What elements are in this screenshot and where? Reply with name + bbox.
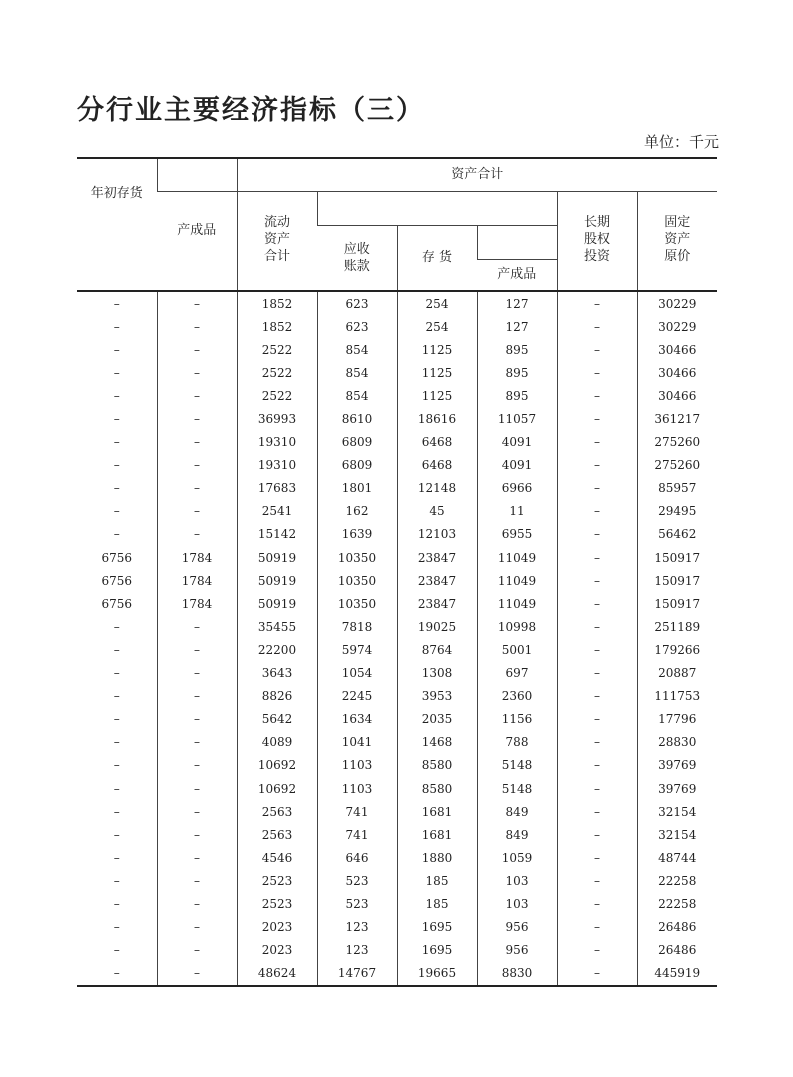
cell-long-term-equity: – (557, 685, 637, 708)
cell-fixed-assets: 30466 (637, 361, 717, 384)
table-row (77, 731, 717, 754)
cell-long-term-equity: – (557, 708, 637, 731)
cell-long-term-equity: – (557, 431, 637, 454)
cell-inv-finished-goods: 10998 (477, 615, 557, 638)
header-current-sub (317, 191, 557, 225)
cell-fixed-assets: 275260 (637, 431, 717, 454)
header-total-assets: 资产合计 (237, 158, 717, 191)
cell-long-term-equity: – (557, 338, 637, 361)
cell-fixed-assets: 251189 (637, 615, 717, 638)
cell-finished-goods: – (157, 869, 237, 892)
cell-current-assets: 2563 (237, 800, 317, 823)
cell-inv-finished-goods: 11049 (477, 592, 557, 615)
header-receivables: 应收 账款 (317, 225, 397, 291)
cell-inventory: 8764 (397, 638, 477, 661)
cell-opening-inventory: – (113, 527, 120, 542)
cell-finished-goods: – (157, 731, 237, 754)
cell-receivables: 646 (317, 846, 397, 869)
cell-receivables: 6809 (317, 431, 397, 454)
table-row (77, 962, 717, 986)
header-finished-goods: 产成品 (157, 191, 237, 291)
cell-inv-finished-goods: 6955 (477, 523, 557, 546)
table-row (77, 523, 717, 546)
cell-current-assets: 50919 (237, 546, 317, 569)
cell-opening-inventory: – (113, 873, 120, 888)
cell-fixed-assets: 30229 (637, 315, 717, 338)
table-header (77, 158, 717, 291)
indicator-table (77, 157, 717, 987)
table-row (77, 384, 717, 407)
cell-inv-finished-goods: 5148 (477, 777, 557, 800)
cell-inventory: 12103 (397, 523, 477, 546)
cell-receivables: 854 (317, 338, 397, 361)
cell-current-assets: 2522 (237, 384, 317, 407)
cell-opening-inventory: – (113, 388, 120, 403)
cell-current-assets: 19310 (237, 431, 317, 454)
cell-opening-inventory: – (113, 850, 120, 865)
cell-long-term-equity: – (557, 869, 637, 892)
cell-long-term-equity: – (557, 662, 637, 685)
cell-inv-finished-goods: 11049 (477, 569, 557, 592)
table-row (77, 846, 717, 869)
cell-finished-goods: – (157, 662, 237, 685)
cell-receivables: 523 (317, 892, 397, 915)
cell-receivables: 1801 (317, 477, 397, 500)
cell-inv-finished-goods: 895 (477, 361, 557, 384)
cell-long-term-equity: – (557, 407, 637, 430)
cell-finished-goods: – (157, 708, 237, 731)
cell-long-term-equity: – (557, 800, 637, 823)
cell-opening-inventory: – (113, 758, 120, 773)
cell-inv-finished-goods: 895 (477, 338, 557, 361)
cell-opening-inventory: – (113, 735, 120, 750)
cell-current-assets: 2522 (237, 361, 317, 384)
cell-current-assets: 17683 (237, 477, 317, 500)
cell-fixed-assets: 150917 (637, 546, 717, 569)
cell-fixed-assets: 56462 (637, 523, 717, 546)
cell-current-assets: 2541 (237, 500, 317, 523)
cell-receivables: 7818 (317, 615, 397, 638)
cell-finished-goods: – (157, 638, 237, 661)
cell-inventory: 45 (397, 500, 477, 523)
cell-inv-finished-goods: 849 (477, 823, 557, 846)
cell-finished-goods: – (157, 454, 237, 477)
cell-opening-inventory: – (113, 458, 120, 473)
cell-inv-finished-goods: 1059 (477, 846, 557, 869)
cell-fixed-assets: 445919 (637, 962, 717, 986)
header-long-term-equity: 长期 股权 投资 (557, 191, 637, 291)
cell-current-assets: 48624 (237, 962, 317, 986)
header-current-assets: 流动 资产 合计 (237, 191, 317, 291)
cell-fixed-assets: 150917 (637, 592, 717, 615)
cell-inventory: 1681 (397, 823, 477, 846)
cell-receivables: 2245 (317, 685, 397, 708)
table-row (77, 638, 717, 661)
cell-opening-inventory: – (113, 896, 120, 911)
cell-current-assets: 2563 (237, 823, 317, 846)
cell-fixed-assets: 85957 (637, 477, 717, 500)
cell-inv-finished-goods: 2360 (477, 685, 557, 708)
cell-receivables: 741 (317, 823, 397, 846)
cell-fixed-assets: 111753 (637, 685, 717, 708)
cell-inv-finished-goods: 4091 (477, 431, 557, 454)
cell-receivables: 1041 (317, 731, 397, 754)
cell-inv-finished-goods: 127 (477, 315, 557, 338)
cell-inventory: 18616 (397, 407, 477, 430)
cell-inv-finished-goods: 11057 (477, 407, 557, 430)
table-row (77, 615, 717, 638)
cell-fixed-assets: 17796 (637, 708, 717, 731)
cell-receivables: 10350 (317, 592, 397, 615)
table-row (77, 939, 717, 962)
cell-receivables: 1103 (317, 777, 397, 800)
cell-inv-finished-goods: 8830 (477, 962, 557, 986)
cell-inv-finished-goods: 11 (477, 500, 557, 523)
cell-long-term-equity: – (557, 916, 637, 939)
cell-fixed-assets: 30229 (637, 291, 717, 315)
cell-inventory: 254 (397, 315, 477, 338)
cell-finished-goods: 1784 (157, 546, 237, 569)
cell-finished-goods: – (157, 523, 237, 546)
cell-fixed-assets: 26486 (637, 939, 717, 962)
cell-long-term-equity: – (557, 361, 637, 384)
table-row (77, 754, 717, 777)
cell-fixed-assets: 30466 (637, 384, 717, 407)
cell-long-term-equity: – (557, 291, 637, 315)
cell-opening-inventory: – (113, 666, 120, 681)
cell-fixed-assets: 29495 (637, 500, 717, 523)
cell-finished-goods: – (157, 338, 237, 361)
cell-inventory: 1308 (397, 662, 477, 685)
cell-inv-finished-goods: 5148 (477, 754, 557, 777)
cell-finished-goods: 1784 (157, 592, 237, 615)
cell-opening-inventory: – (113, 365, 120, 380)
header-inventory-blank (477, 225, 557, 259)
cell-inv-finished-goods: 956 (477, 916, 557, 939)
cell-inv-finished-goods: 4091 (477, 454, 557, 477)
cell-current-assets: 36993 (237, 407, 317, 430)
cell-current-assets: 50919 (237, 569, 317, 592)
cell-fixed-assets: 28830 (637, 731, 717, 754)
cell-opening-inventory: – (113, 435, 120, 450)
cell-inventory: 254 (397, 291, 477, 315)
cell-fixed-assets: 179266 (637, 638, 717, 661)
cell-current-assets: 10692 (237, 754, 317, 777)
cell-long-term-equity: – (557, 962, 637, 986)
cell-long-term-equity: – (557, 754, 637, 777)
cell-opening-inventory: – (113, 319, 120, 334)
cell-inventory: 19025 (397, 615, 477, 638)
table-row (77, 777, 717, 800)
cell-inv-finished-goods: 127 (477, 291, 557, 315)
cell-long-term-equity: – (557, 638, 637, 661)
cell-current-assets: 1852 (237, 291, 317, 315)
cell-receivables: 123 (317, 939, 397, 962)
cell-fixed-assets: 39769 (637, 777, 717, 800)
page-title: 分行业主要经济指标（三） (77, 95, 425, 126)
cell-long-term-equity: – (557, 315, 637, 338)
cell-finished-goods: – (157, 777, 237, 800)
cell-receivables: 123 (317, 916, 397, 939)
cell-long-term-equity: – (557, 939, 637, 962)
cell-finished-goods: – (157, 431, 237, 454)
cell-finished-goods: – (157, 615, 237, 638)
cell-inventory: 23847 (397, 569, 477, 592)
cell-receivables: 1054 (317, 662, 397, 685)
cell-long-term-equity: – (557, 846, 637, 869)
cell-finished-goods: – (157, 500, 237, 523)
cell-inv-finished-goods: 1156 (477, 708, 557, 731)
cell-receivables: 10350 (317, 546, 397, 569)
cell-opening-inventory: – (77, 962, 157, 986)
cell-inv-finished-goods: 5001 (477, 638, 557, 661)
cell-opening-inventory: – (113, 642, 120, 657)
cell-long-term-equity: – (557, 569, 637, 592)
cell-inv-finished-goods: 956 (477, 939, 557, 962)
table-row (77, 708, 717, 731)
cell-inventory: 1695 (397, 916, 477, 939)
cell-fixed-assets: 30466 (637, 338, 717, 361)
header-inventory: 存 货 (397, 225, 477, 291)
header-opening-inventory: 年初存货 (77, 158, 157, 291)
table-row (77, 407, 717, 430)
cell-finished-goods: – (157, 361, 237, 384)
cell-current-assets: 2523 (237, 869, 317, 892)
cell-receivables: 523 (317, 869, 397, 892)
cell-current-assets: 2023 (237, 939, 317, 962)
cell-long-term-equity: – (557, 546, 637, 569)
cell-inventory: 1125 (397, 361, 477, 384)
cell-long-term-equity: – (557, 892, 637, 915)
table-row (77, 477, 717, 500)
cell-receivables: 854 (317, 361, 397, 384)
table-row (77, 291, 717, 315)
cell-long-term-equity: – (557, 454, 637, 477)
cell-inventory: 1681 (397, 800, 477, 823)
cell-inv-finished-goods: 11049 (477, 546, 557, 569)
table-row (77, 338, 717, 361)
cell-receivables: 14767 (317, 962, 397, 986)
cell-receivables: 10350 (317, 569, 397, 592)
cell-current-assets: 2523 (237, 892, 317, 915)
cell-finished-goods: – (157, 315, 237, 338)
cell-inventory: 2035 (397, 708, 477, 731)
cell-receivables: 8610 (317, 407, 397, 430)
cell-finished-goods: – (157, 939, 237, 962)
table-row (77, 869, 717, 892)
cell-current-assets: 3643 (237, 662, 317, 685)
cell-inventory: 1880 (397, 846, 477, 869)
cell-finished-goods: – (157, 823, 237, 846)
cell-fixed-assets: 32154 (637, 823, 717, 846)
cell-finished-goods: – (157, 477, 237, 500)
cell-opening-inventory: – (113, 920, 120, 935)
cell-receivables: 623 (317, 315, 397, 338)
cell-current-assets: 19310 (237, 454, 317, 477)
cell-opening-inventory: 6756 (101, 596, 133, 611)
table-row (77, 800, 717, 823)
cell-fixed-assets: 32154 (637, 800, 717, 823)
cell-receivables: 741 (317, 800, 397, 823)
cell-long-term-equity: – (557, 477, 637, 500)
table-row (77, 569, 717, 592)
cell-opening-inventory: – (113, 827, 120, 842)
cell-receivables: 162 (317, 500, 397, 523)
cell-opening-inventory: – (113, 689, 120, 704)
cell-long-term-equity: – (557, 384, 637, 407)
cell-fixed-assets: 275260 (637, 454, 717, 477)
table-row (77, 431, 717, 454)
header-inv-finished-goods: 产成品 (477, 259, 557, 291)
cell-long-term-equity: – (557, 731, 637, 754)
cell-inv-finished-goods: 697 (477, 662, 557, 685)
header-blank (157, 158, 237, 191)
cell-inventory: 8580 (397, 777, 477, 800)
cell-inv-finished-goods: 6966 (477, 477, 557, 500)
cell-inventory: 3953 (397, 685, 477, 708)
cell-finished-goods: – (157, 892, 237, 915)
cell-inv-finished-goods: 788 (477, 731, 557, 754)
cell-inventory: 6468 (397, 431, 477, 454)
cell-current-assets: 1852 (237, 315, 317, 338)
cell-current-assets: 10692 (237, 777, 317, 800)
cell-receivables: 1634 (317, 708, 397, 731)
table-row (77, 685, 717, 708)
cell-inv-finished-goods: 103 (477, 892, 557, 915)
header-fixed-assets: 固定 资产 原价 (637, 191, 717, 291)
table-row (77, 592, 717, 615)
cell-finished-goods: – (157, 916, 237, 939)
cell-inventory: 1125 (397, 338, 477, 361)
cell-current-assets: 35455 (237, 615, 317, 638)
table-row (77, 823, 717, 846)
cell-receivables: 6809 (317, 454, 397, 477)
table-row (77, 361, 717, 384)
cell-finished-goods: – (157, 407, 237, 430)
unit-label: 单位：千元 (643, 133, 719, 151)
cell-inventory: 185 (397, 892, 477, 915)
table-row (77, 500, 717, 523)
cell-finished-goods: – (157, 754, 237, 777)
cell-opening-inventory: – (113, 781, 120, 796)
cell-fixed-assets: 20887 (637, 662, 717, 685)
cell-opening-inventory: – (113, 481, 120, 496)
cell-fixed-assets: 361217 (637, 407, 717, 430)
cell-opening-inventory: 6756 (101, 550, 133, 565)
cell-inventory: 6468 (397, 454, 477, 477)
cell-fixed-assets: 26486 (637, 916, 717, 939)
cell-finished-goods: – (157, 846, 237, 869)
cell-inv-finished-goods: 103 (477, 869, 557, 892)
cell-fixed-assets: 22258 (637, 892, 717, 915)
cell-inventory: 19665 (397, 962, 477, 986)
cell-current-assets: 22200 (237, 638, 317, 661)
cell-finished-goods: 1784 (157, 569, 237, 592)
cell-opening-inventory: – (113, 342, 120, 357)
cell-long-term-equity: – (557, 523, 637, 546)
cell-receivables: 623 (317, 291, 397, 315)
cell-inventory: 185 (397, 869, 477, 892)
cell-opening-inventory: – (113, 296, 120, 311)
cell-finished-goods: – (157, 800, 237, 823)
cell-current-assets: 2522 (237, 338, 317, 361)
table-row (77, 315, 717, 338)
cell-current-assets: 5642 (237, 708, 317, 731)
cell-receivables: 854 (317, 384, 397, 407)
cell-receivables: 5974 (317, 638, 397, 661)
table-row (77, 546, 717, 569)
cell-opening-inventory: – (113, 504, 120, 519)
cell-receivables: 1639 (317, 523, 397, 546)
cell-fixed-assets: 22258 (637, 869, 717, 892)
cell-opening-inventory: – (113, 804, 120, 819)
cell-finished-goods: – (157, 291, 237, 315)
cell-inv-finished-goods: 849 (477, 800, 557, 823)
cell-inventory: 8580 (397, 754, 477, 777)
cell-long-term-equity: – (557, 592, 637, 615)
cell-inventory: 1695 (397, 939, 477, 962)
cell-current-assets: 4089 (237, 731, 317, 754)
cell-inventory: 1125 (397, 384, 477, 407)
cell-inventory: 23847 (397, 592, 477, 615)
cell-long-term-equity: – (557, 823, 637, 846)
cell-long-term-equity: – (557, 615, 637, 638)
cell-fixed-assets: 48744 (637, 846, 717, 869)
cell-inventory: 23847 (397, 546, 477, 569)
cell-current-assets: 2023 (237, 916, 317, 939)
cell-long-term-equity: – (557, 777, 637, 800)
cell-current-assets: 50919 (237, 592, 317, 615)
cell-inventory: 12148 (397, 477, 477, 500)
cell-current-assets: 4546 (237, 846, 317, 869)
table-row (77, 454, 717, 477)
cell-fixed-assets: 150917 (637, 569, 717, 592)
cell-fixed-assets: 39769 (637, 754, 717, 777)
table-row (77, 916, 717, 939)
cell-inv-finished-goods: 895 (477, 384, 557, 407)
cell-current-assets: 15142 (237, 523, 317, 546)
cell-finished-goods: – (157, 384, 237, 407)
table-row (77, 892, 717, 915)
cell-opening-inventory: – (113, 619, 120, 634)
cell-opening-inventory: – (113, 943, 120, 958)
table-body (77, 291, 717, 986)
cell-opening-inventory: – (113, 712, 120, 727)
cell-finished-goods: – (157, 685, 237, 708)
cell-opening-inventory: – (113, 412, 120, 427)
cell-opening-inventory: 6756 (101, 573, 133, 588)
cell-finished-goods: – (157, 962, 237, 986)
cell-inventory: 1468 (397, 731, 477, 754)
cell-current-assets: 8826 (237, 685, 317, 708)
cell-long-term-equity: – (557, 500, 637, 523)
table-row (77, 662, 717, 685)
cell-receivables: 1103 (317, 754, 397, 777)
